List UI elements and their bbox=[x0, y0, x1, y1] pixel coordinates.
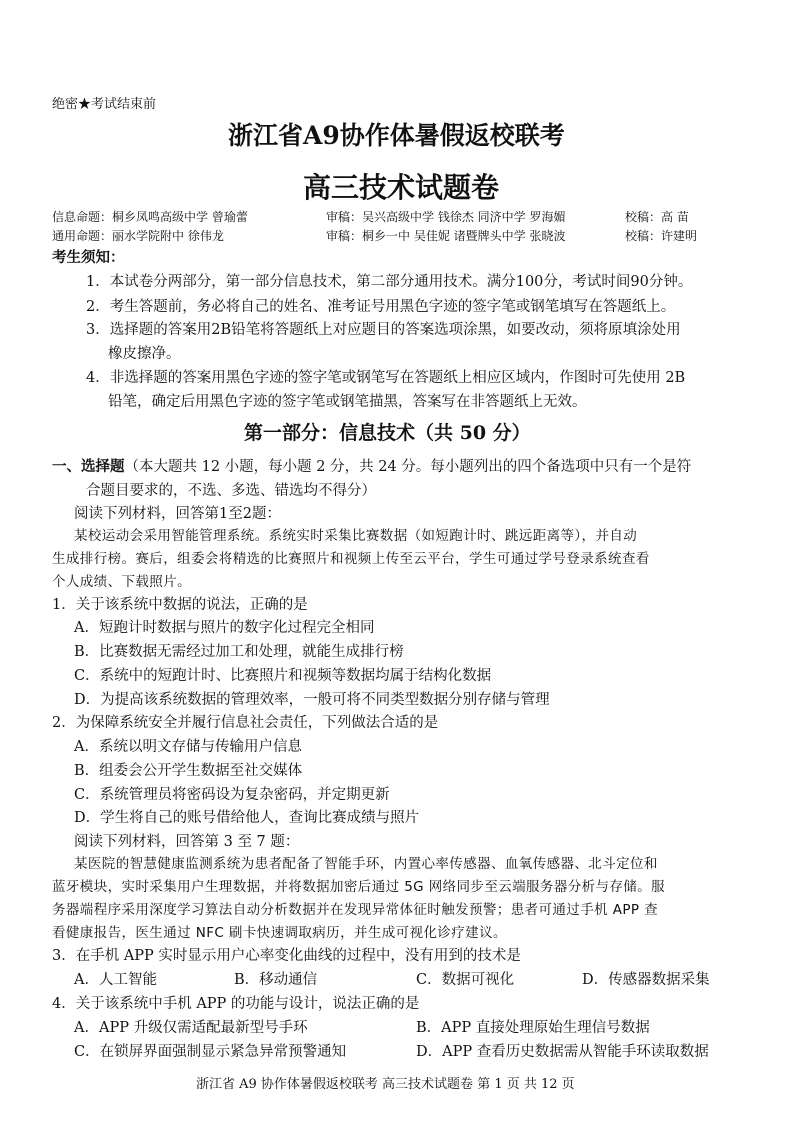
credit-info-review: 审稿：吴兴高级中学 钱徐杰 同济中学 罗海媚 bbox=[326, 210, 566, 224]
q1-option-d: D．为提高该系统数据的管理效率，一般可将不同类型数据分别存储与管理 bbox=[74, 692, 550, 708]
q3-option-b: B．移动通信 bbox=[234, 972, 318, 988]
reading1-line-1: 某校运动会采用智能管理系统。系统实时采集比赛数据（如短跑计时、跳远距离等），并自动 bbox=[74, 528, 638, 544]
reading1-line-2: 生成排行榜。赛后，组委会将精选的比赛照片和视频上传至云平台，学生可通过学号登录系统查看 bbox=[52, 551, 650, 567]
q1-option-a: A．短跑计时数据与照片的数字化过程完全相同 bbox=[74, 620, 375, 636]
reading2-line-2: 蓝牙模块，实时采集用户生理数据，并将数据加密后通过 5G 网络同步至云端服务器分析与存储。服 bbox=[52, 879, 666, 895]
reading2-line-1: 某医院的智慧健康监测系统为患者配备了智能手环，内置心率传感器、血氧传感器、北斗定位和 bbox=[74, 856, 658, 872]
q4-stem: 4．关于该系统中手机 APP 的功能与设计，说法正确的是 bbox=[52, 996, 420, 1012]
q3-stem: 3．在手机 APP 实时显示用户心率变化曲线的过程中，没有用到的技术是 bbox=[52, 948, 521, 964]
notice-item-4-cont: 铅笔，确定后用黑色字迹的签字笔或钢笔描黑，答案写在非答题纸上无效。 bbox=[108, 394, 587, 410]
credit-info-proof: 校稿：高 苗 bbox=[625, 210, 689, 224]
notice-item-3: 3．选择题的答案用2B铅笔将答题纸上对应题目的答案选项涂黑，如要改动，须将原填涂处用 bbox=[86, 322, 681, 338]
q4-option-a: A．APP 升级仅需适配最新型号手环 bbox=[74, 1020, 308, 1036]
credit-info-author: 信息命题：桐乡凤鸣高级中学 曾瑜蕾 bbox=[52, 210, 248, 224]
q4-option-d: D．APP 查看历史数据需从智能手环读取数据 bbox=[416, 1044, 709, 1060]
q2-stem: 2．为保障系统安全并履行信息社会责任，下列做法合适的是 bbox=[52, 715, 439, 731]
q1-option-b: B．比赛数据无需经过加工和处理，就能生成排行榜 bbox=[74, 644, 404, 660]
section-heading: 一、选择题 bbox=[52, 458, 125, 475]
reading1-intro: 阅读下列材料，回答第1至2题： bbox=[74, 506, 281, 522]
secret-mark: 绝密★考试结束前 bbox=[52, 97, 157, 112]
exam-title: 浙江省A9协作体暑假返校联考 bbox=[228, 121, 565, 150]
credit-general-proof: 校稿：许建明 bbox=[625, 229, 698, 243]
q4-option-c: C．在锁屏界面强制显示紧急异常预警通知 bbox=[74, 1044, 347, 1060]
reading2-line-3: 务器端程序采用深度学习算法自动分析数据并在发现异常体征时触发预警；患者可通过手机 APP 查 bbox=[52, 902, 658, 918]
q4-option-b: B．APP 直接处理原始生理信号数据 bbox=[416, 1020, 650, 1036]
q1-option-c: C．系统中的短跑计时、比赛照片和视频等数据均属于结构化数据 bbox=[74, 668, 492, 684]
section-desc-2: 合题目要求的，不选、多选、错选均不得分） bbox=[86, 483, 376, 499]
exam-subtitle: 高三技术试题卷 bbox=[303, 171, 500, 204]
q2-option-c: C．系统管理员将密码设为复杂密码，并定期更新 bbox=[74, 787, 390, 803]
part-title: 第一部分：信息技术（共 50 分） bbox=[244, 422, 531, 444]
notice-item-3-cont: 橡皮擦净。 bbox=[108, 346, 181, 362]
q3-option-a: A．人工智能 bbox=[74, 972, 157, 988]
section-desc-1: （本大题共 12 小题，每小题 2 分，共 24 分。每小题列出的四个备选项中只有一个是符 bbox=[124, 459, 692, 475]
q2-option-b: B．组委会公开学生数据至社交媒体 bbox=[74, 763, 303, 779]
notice-heading: 考生须知： bbox=[52, 249, 125, 266]
q2-option-a: A．系统以明文存储与传输用户信息 bbox=[74, 739, 302, 755]
notice-item-4: 4．非选择题的答案用黑色字迹的签字笔或钢笔写在答题纸上相应区域内，作图时可先使用 2B bbox=[86, 370, 686, 386]
notice-item-2: 2．考生答题前，务必将自己的姓名、准考证号用黑色字迹的签字笔或钢笔填写在答题纸上。 bbox=[86, 299, 676, 315]
credit-general-review: 审稿：桐乡一中 吴佳妮 诸暨牌头中学 张晓波 bbox=[326, 229, 566, 243]
reading2-intro: 阅读下列材料，回答第 3 至 7 题： bbox=[74, 834, 300, 850]
reading1-line-3: 个人成绩、下载照片。 bbox=[52, 574, 191, 590]
page-footer: 浙江省 A9 协作体暑假返校联考 高三技术试题卷 第 1 页 共 12 页 bbox=[196, 1077, 575, 1092]
q3-option-d: D．传感器数据采集 bbox=[582, 972, 710, 988]
q3-option-c: C．数据可视化 bbox=[416, 972, 515, 988]
reading2-line-4: 看健康报告，医生通过 NFC 刷卡快速调取病历，并生成可视化诊疗建议。 bbox=[52, 925, 507, 941]
q2-option-d: D．学生将自己的账号借给他人，查询比赛成绩与照片 bbox=[74, 810, 420, 826]
credit-general-author: 通用命题：丽水学院附中 徐伟龙 bbox=[52, 229, 224, 243]
notice-item-1: 1．本试卷分两部分，第一部分信息技术，第二部分通用技术。满分100分，考试时间90分钟。 bbox=[86, 274, 693, 290]
section-line-1 bbox=[52, 455, 691, 476]
q1-stem: 1．关于该系统中数据的说法，正确的是 bbox=[52, 597, 308, 613]
